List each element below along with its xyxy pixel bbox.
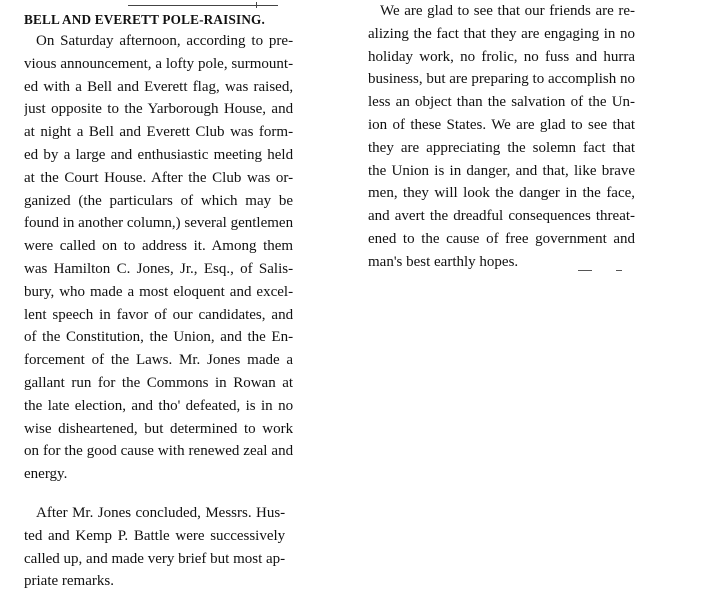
text-line: of the Constitution, the Union, and the En- — [24, 329, 294, 346]
text-line: holiday work, no frolic, no fuss and hurra — [368, 48, 636, 65]
text-line: wise disheartened, but determined to work — [24, 420, 294, 437]
text-line: at the Court House. After the Club was or- — [24, 169, 294, 186]
text-line: We are glad to see that our friends are re- — [380, 3, 636, 19]
text-line: men, they will look the danger in the face, — [368, 185, 636, 202]
left-paragraph-1 — [24, 30, 293, 486]
text-line: less an object than the salvation of the Un- — [368, 94, 636, 111]
text-line: the Union is in danger, and that, like brave — [368, 162, 636, 179]
text-line: ted and Kemp P. Battle were successively — [24, 527, 286, 544]
text-line: the late election, and tho' defeated, is in no — [24, 397, 294, 414]
top-rule-mark — [256, 2, 257, 8]
text-line: bury, who made a most eloquent and excel- — [24, 283, 294, 300]
text-line: were called on to address it. Among them — [24, 238, 294, 255]
text-line: called up, and made very brief but most ap- — [24, 550, 286, 567]
text-line: and avert the dreadful consequences threat- — [368, 208, 636, 225]
text-line: alizing the fact that they are engaging in no — [368, 25, 636, 42]
text-line: forcement of the Laws. Mr. Jones made a — [24, 352, 294, 369]
text-line: found in another column,) several gentlemen — [24, 215, 294, 232]
right-paragraph-1 — [368, 0, 635, 274]
text-line: just opposite to the Yarborough House, and — [24, 101, 294, 118]
text-line: man's best earthly hopes. — [368, 253, 519, 270]
left-paragraph-2 — [24, 502, 285, 593]
end-rule — [616, 270, 622, 271]
text-line: business, but are preparing to accomplish no — [368, 71, 636, 88]
text-line: ened to the cause of free government and — [368, 230, 636, 247]
text-line: On Saturday afternoon, according to pre- — [36, 33, 294, 49]
text-line: energy. — [24, 466, 68, 483]
text-line: ion of these States. We are glad to see that — [368, 116, 636, 133]
text-line: vious announcement, a lofty pole, surmount- — [24, 55, 294, 72]
text-line: ed by a large and enthusiastic meeting held — [24, 146, 294, 163]
text-line: on for the good cause with renewed zeal and — [24, 443, 294, 460]
text-line: gallant run for the Commons in Rowan at — [24, 374, 294, 391]
text-line: priate remarks. — [24, 573, 114, 590]
text-line: at night a Bell and Everett Club was form- — [24, 124, 294, 141]
text-line: was Hamilton C. Jones, Jr., Esq., of Salis- — [24, 260, 294, 277]
end-rule — [578, 270, 592, 271]
text-line: After Mr. Jones concluded, Messrs. Hus- — [36, 505, 286, 521]
text-line: they are appreciating the solemn fact that — [368, 139, 636, 156]
text-line: ganized (the particulars of which may be — [24, 192, 294, 209]
text-line: lent speech in favor of our candidates, and — [24, 306, 294, 323]
text-line: ed with a Bell and Everett flag, was raised, — [24, 78, 294, 95]
article-heading: BELL AND EVERETT POLE-RAISING. — [24, 12, 265, 27]
